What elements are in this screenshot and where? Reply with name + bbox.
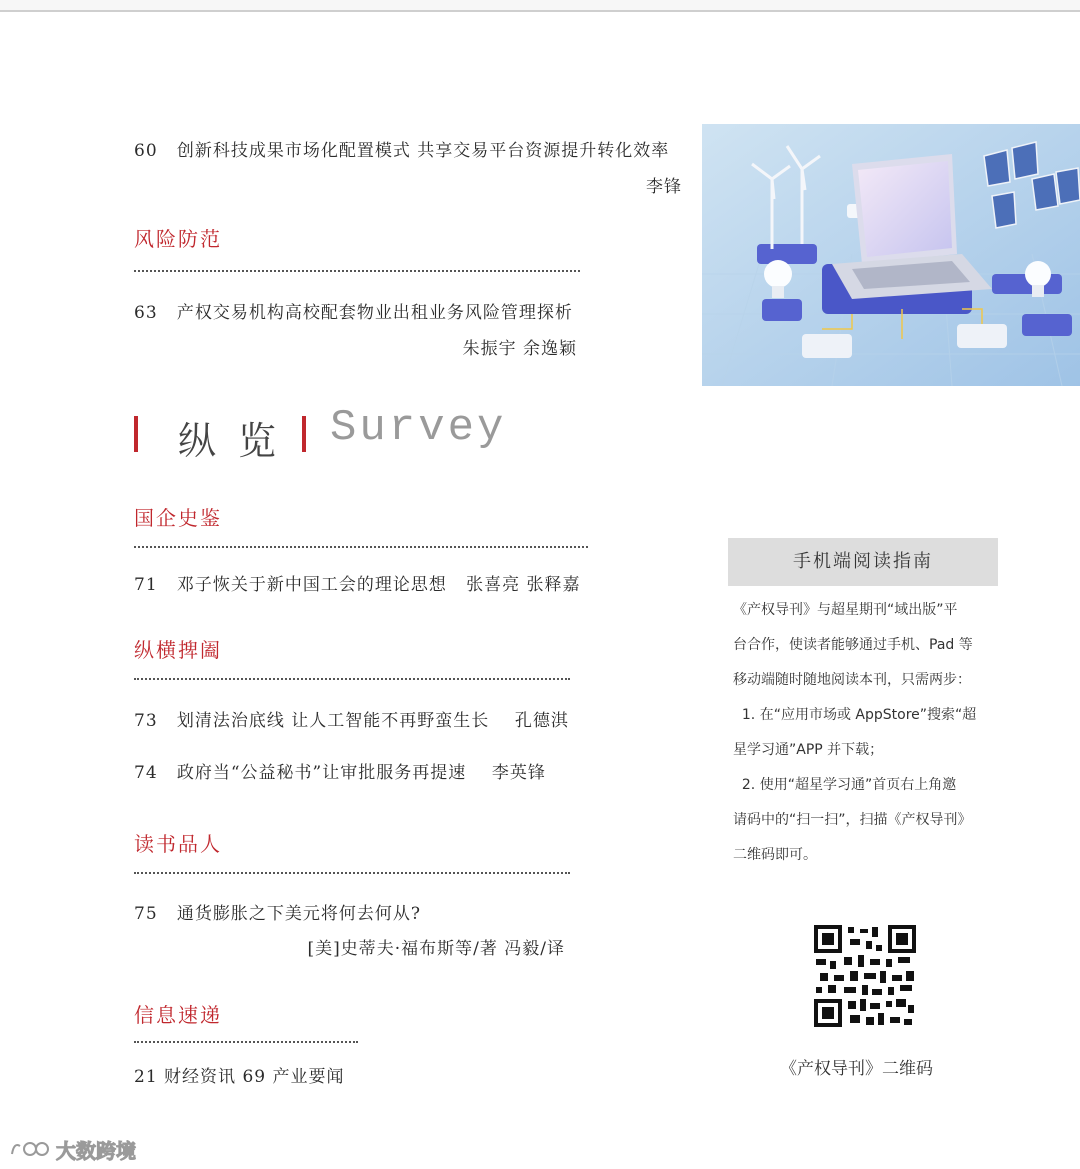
guide-line: 移动端随时随地阅读本刊，只需两步： — [733, 672, 971, 688]
article-title: 划清法治底线 让人工智能不再野蛮生长 — [176, 711, 490, 731]
toc-entry-74[interactable] — [134, 758, 546, 783]
watermark-text: 大数跨境 — [56, 1139, 136, 1163]
toc-entry-60[interactable] — [134, 136, 669, 161]
cover-illustration — [702, 124, 1080, 386]
page-number: 71 — [134, 575, 158, 595]
article-author: 朱振宇 余逸颖 — [462, 339, 577, 359]
qr-code-icon[interactable] — [814, 925, 916, 1027]
page-number: 75 — [134, 904, 158, 924]
toc-entry-73[interactable] — [134, 706, 569, 731]
guide-line: 台合作，使读者能够通过手机、Pad 等 — [733, 637, 973, 653]
page-number: 60 — [134, 141, 158, 161]
article-author: 李英锋 — [491, 763, 546, 783]
guide-line: 《产权导刊》与超星期刊“域出版”平 — [733, 602, 958, 618]
article-title: 通货膨胀之下美元将何去何从? — [176, 904, 421, 924]
article-title: 创新科技成果市场化配置模式 共享交易平台资源提升转化效率 — [176, 141, 670, 161]
page-number: 63 — [134, 303, 158, 323]
guide-line: 星学习通”APP 并下载； — [733, 742, 884, 758]
section-heading-risk: 风险防范 — [134, 227, 222, 251]
article-title: 邓子恢关于新中国工会的理论思想 — [176, 575, 447, 595]
article-title: 产权交易机构高校配套物业出租业务风险管理探析 — [176, 303, 573, 323]
dotted-divider — [134, 678, 570, 680]
toc-entry-63[interactable] — [134, 298, 573, 323]
article-author: 张喜亮 张释嘉 — [466, 575, 581, 595]
page-number: 73 — [134, 711, 158, 731]
article-author: [美]史蒂夫·福布斯等/著 冯毅/译 — [307, 939, 565, 959]
section-heading-news: 信息速递 — [134, 1003, 222, 1027]
watermark-logo-icon — [8, 1136, 52, 1164]
page-number: 74 — [134, 763, 158, 783]
toc-entry-75[interactable] — [134, 899, 421, 924]
qr-code-label: 《产权导刊》二维码 — [780, 1059, 933, 1079]
section-heading-reading: 读书品人 — [134, 832, 222, 856]
article-author: 李锋 — [646, 177, 682, 197]
article-author: 孔德淇 — [514, 711, 569, 731]
dotted-divider — [134, 872, 570, 874]
section-title-en: Survey — [330, 403, 507, 453]
top-border — [0, 0, 1080, 12]
guide-line: 1. 在“应用市场或 AppStore”搜索“超 — [733, 707, 977, 723]
dotted-divider — [134, 270, 580, 272]
section-heading-zongheng: 纵横捭阖 — [134, 638, 222, 662]
toc-entry-71[interactable] — [134, 570, 580, 595]
news-pages[interactable]: 21 财经资讯 69 产业要闻 — [134, 1067, 345, 1087]
section-title-cn: 纵览 — [178, 419, 299, 463]
dotted-divider — [134, 546, 588, 548]
section-heading-soe-history: 国企史鉴 — [134, 506, 222, 530]
guide-heading: 手机端阅读指南 — [728, 538, 998, 586]
guide-line: 二维码即可。 — [733, 847, 817, 863]
watermark — [8, 1135, 136, 1164]
article-title: 政府当“公益秘书”让审批服务再提速 — [176, 763, 467, 783]
guide-line: 请码中的“扫一扫”，扫描《产权导刊》 — [733, 812, 972, 828]
accent-bar — [302, 416, 306, 452]
guide-line: 2. 使用“超星学习通”首页右上角邀 — [733, 777, 957, 793]
guide-text — [733, 593, 1003, 873]
dotted-divider — [134, 1041, 358, 1043]
accent-bar — [134, 416, 138, 452]
